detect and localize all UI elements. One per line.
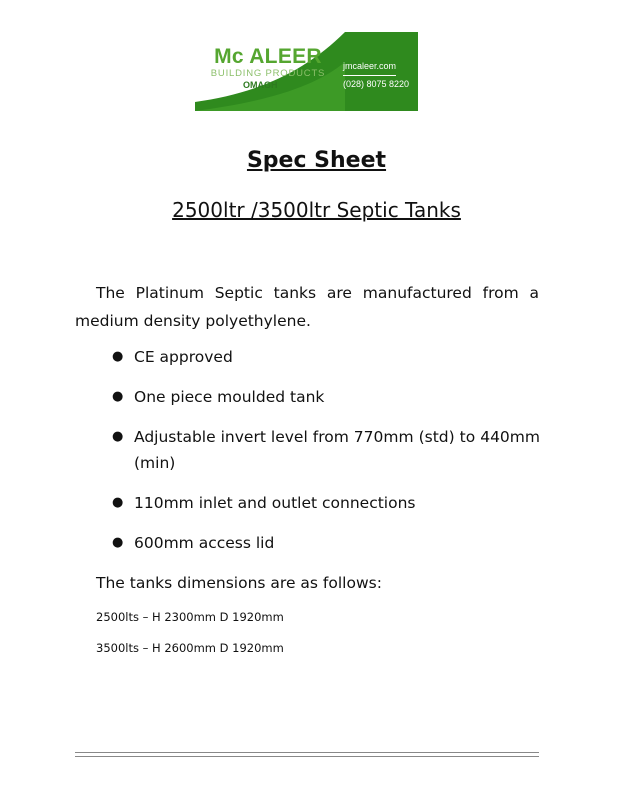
- feature-text: One piece moulded tank: [134, 388, 325, 406]
- logo-brand: [203, 46, 333, 91]
- dimension-line-2500: 2500lts – H 2300mm D 1920mm: [96, 610, 284, 624]
- list-item: [110, 424, 540, 476]
- intro-text: The Platinum Septic tanks are manufactured from a medium density polyethylene.: [75, 284, 539, 330]
- bullet-icon: ●: [112, 535, 124, 550]
- bullet-icon: ●: [112, 495, 124, 510]
- logo-website: jmcaleer.com: [343, 60, 396, 76]
- list-item: [110, 384, 540, 410]
- feature-list: [110, 344, 540, 570]
- feature-text: 110mm inlet and outlet connections: [134, 494, 416, 512]
- bullet-icon: ●: [112, 389, 124, 404]
- logo-brand-name: Mc ALEER: [214, 45, 322, 68]
- logo-brand-subtitle: BUILDING PRODUCTS: [210, 68, 326, 79]
- list-item: [110, 490, 540, 516]
- list-item: [110, 344, 540, 370]
- logo-phone: (028) 8075 8220: [343, 79, 410, 89]
- dimensions-intro: The tanks dimensions are as follows:: [96, 574, 382, 592]
- page-title: Spec Sheet: [246, 148, 387, 173]
- bullet-icon: ●: [112, 349, 124, 364]
- list-item: [110, 530, 540, 556]
- logo-town: OMAGH: [243, 80, 278, 90]
- logo-contact: [343, 60, 415, 91]
- feature-text: CE approved: [134, 348, 233, 366]
- dimension-line-3500: 3500lts – H 2600mm D 1920mm: [96, 641, 284, 655]
- page-subtitle: 2500ltr /3500ltr Septic Tanks: [172, 198, 461, 222]
- footer-divider: [75, 752, 539, 757]
- intro-paragraph: [75, 279, 539, 335]
- feature-text: 600mm access lid: [134, 534, 275, 552]
- feature-text: Adjustable invert level from 770mm (std) to 440mm (min): [134, 428, 540, 472]
- bullet-icon: ●: [112, 429, 124, 444]
- company-logo: [195, 32, 418, 111]
